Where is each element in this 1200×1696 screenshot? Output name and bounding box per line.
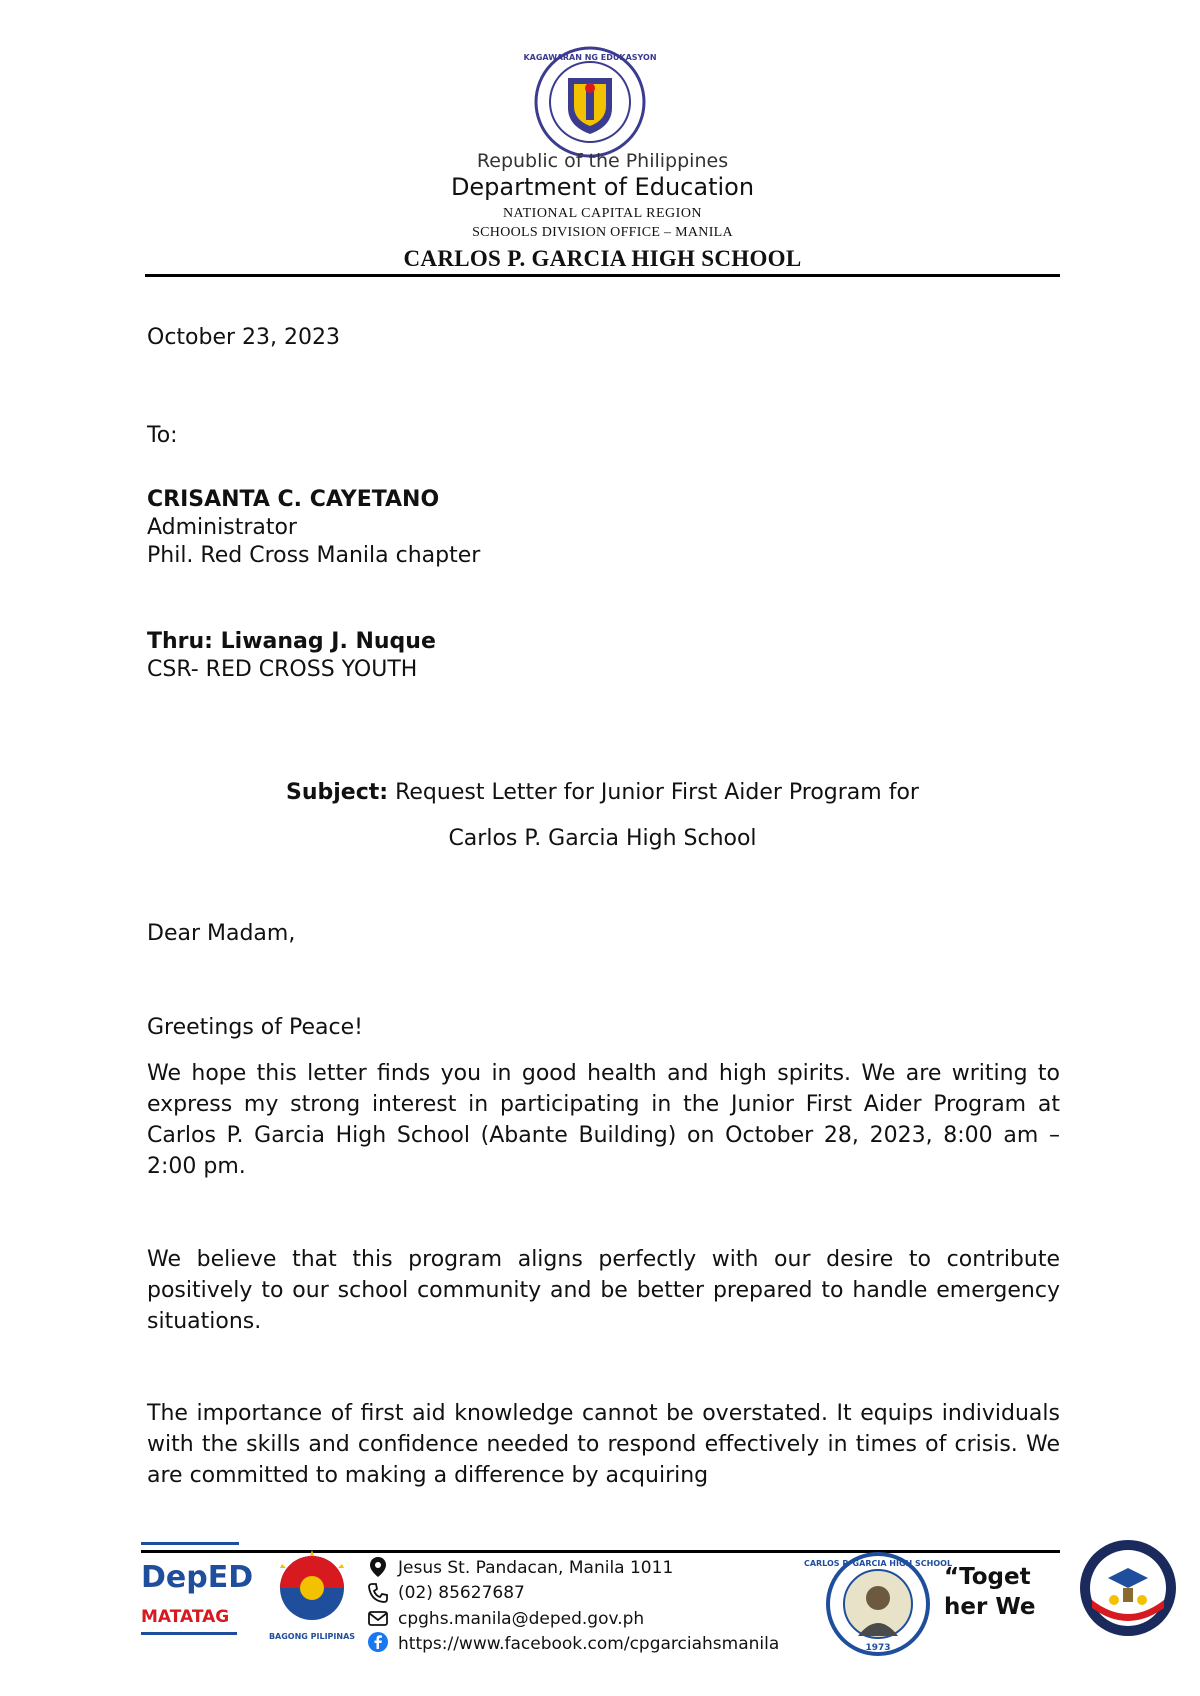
header-divider	[145, 274, 1060, 277]
deped-logo	[141, 1560, 254, 1635]
phone-icon	[367, 1582, 389, 1604]
footer-email: cpghs.manila@deped.gov.ph	[398, 1609, 645, 1629]
school-name: CARLOS P. GARCIA HIGH SCHOOL	[403, 246, 802, 271]
school-seal-logo	[803, 1552, 953, 1656]
republic-line: Republic of the Philippines	[476, 150, 729, 172]
division-line: SCHOOLS DIVISION OFFICE – MANILA	[472, 225, 733, 240]
paragraph-1: We hope this letter finds you in good health and high spirits. We are writing to express my strong interest in participating in the Junior First Aider Program at Carlos P. Garcia High School (Abante Building) on October 28, 2023, 8:00 am – 2:00 pm.	[147, 1061, 1060, 1179]
deped-wordmark: DepED	[141, 1560, 254, 1595]
location-pin-icon	[367, 1556, 389, 1578]
email-icon	[367, 1607, 389, 1629]
deped-seal-logo	[523, 46, 657, 158]
motto	[944, 1562, 1074, 1622]
footer-facebook-link[interactable]: https://www.facebook.com/cpgarciahsmanila	[398, 1634, 780, 1654]
motto-line-2: her We	[944, 1594, 1036, 1620]
paragraph-2: We believe that this program aligns perfectly with our desire to contribute positively to our school community and be better prepared to handle emergency situations.	[147, 1247, 1060, 1334]
recipient-org: Phil. Red Cross Manila chapter	[147, 543, 481, 568]
department-name: Department of Education	[450, 173, 755, 201]
thru-title: CSR- RED CROSS YOUTH	[147, 657, 418, 682]
bagong-pilipinas-label: BAGONG PILIPINAS	[268, 1632, 356, 1641]
organization-emblem-logo	[1078, 1538, 1178, 1638]
subject-label: Subject:	[286, 780, 389, 805]
greeting: Greetings of Peace!	[147, 1015, 363, 1040]
paragraph-3: The importance of first aid knowledge cannot be overstated. It equips individuals with the skills and confidence needed to respond effectively in times of crisis. We are committed to making a difference by acquiring	[147, 1401, 1060, 1488]
matatag-wordmark: MATATAG	[141, 1607, 230, 1627]
svg-text:KAGAWARAN NG EDUKASYON: KAGAWARAN NG EDUKASYON	[523, 53, 657, 62]
motto-line-1: “Toget	[944, 1564, 1031, 1590]
subject-line-2: Carlos P. Garcia High School	[448, 826, 757, 851]
facebook-icon	[367, 1631, 389, 1653]
footer-address: Jesus St. Pandacan, Manila 1011	[398, 1558, 674, 1578]
thru-line: Thru: Liwanag J. Nuque	[147, 629, 436, 654]
footer-accent-line	[141, 1542, 239, 1545]
school-seal-year: 1973	[865, 1643, 891, 1653]
recipient-title: Administrator	[147, 515, 297, 540]
subject-text: Request Letter for Junior First Aider Program for	[388, 780, 919, 805]
footer-phone: (02) 85627687	[398, 1583, 525, 1603]
region-line: NATIONAL CAPITAL REGION	[502, 206, 703, 221]
recipient-name: CRISANTA C. CAYETANO	[147, 487, 440, 512]
letter-date: October 23, 2023	[147, 325, 341, 350]
school-seal-text: CARLOS P. GARCIA HIGH SCHOOL	[803, 1559, 953, 1568]
salutation: Dear Madam,	[147, 921, 296, 946]
subject-line-1	[145, 770, 1060, 816]
bagong-pilipinas-logo	[262, 1548, 362, 1648]
to-label: To:	[147, 423, 178, 448]
